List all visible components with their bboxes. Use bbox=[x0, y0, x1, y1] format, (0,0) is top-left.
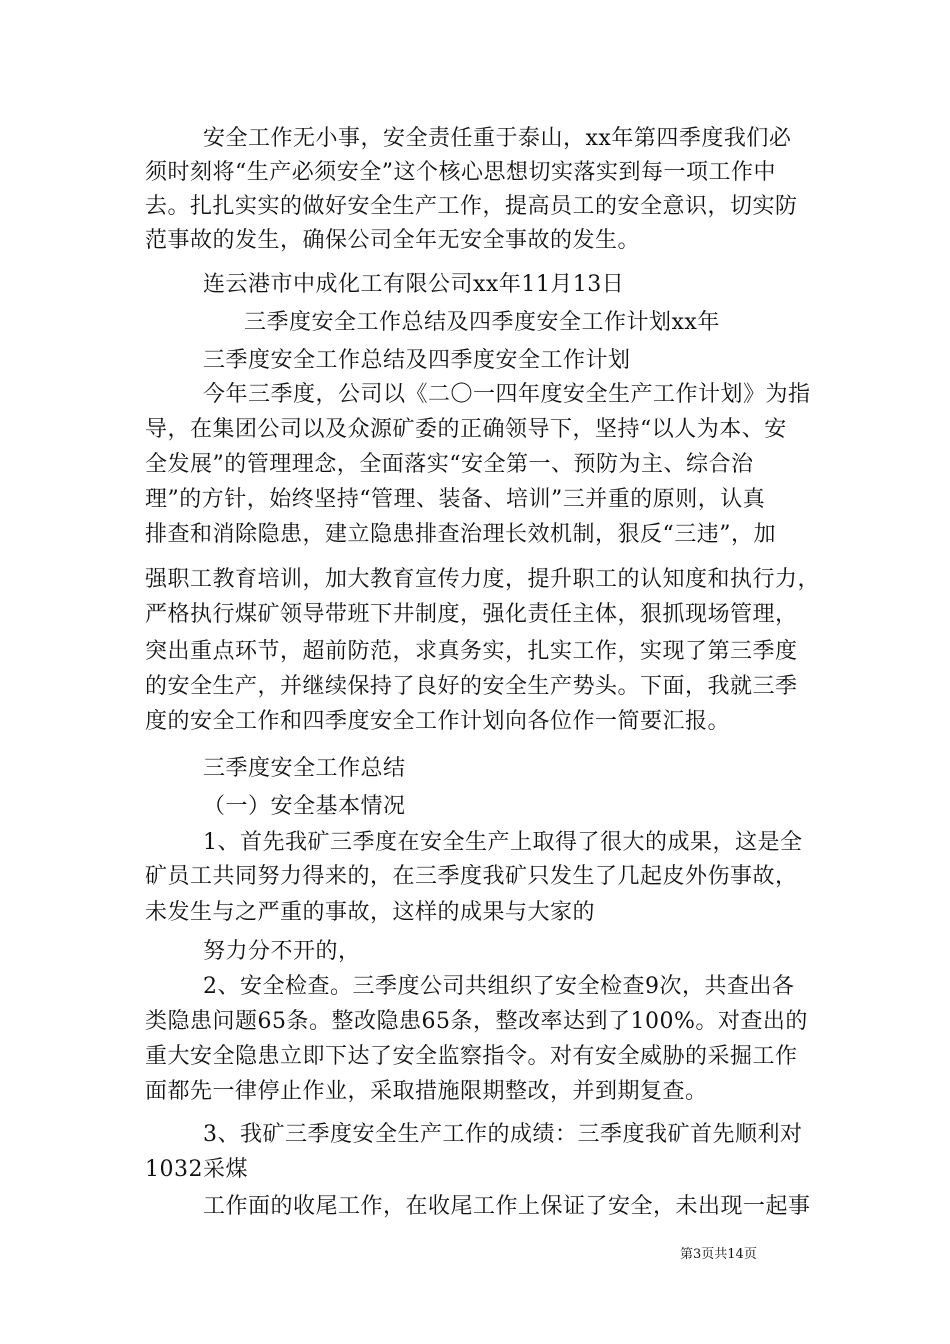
paragraph-line: 理”的方针，始终坚持“管理、装备、培训”三并重的原则，认真 bbox=[145, 487, 766, 512]
paragraph-line: 的安全生产，并继续保持了良好的安全生产势头。下面，我就三季 bbox=[145, 674, 798, 699]
paragraph-line: 度的安全工作和四季度安全工作计划向各位作一简要汇报。 bbox=[145, 709, 731, 734]
document-title: 三季度安全工作总结及四季度安全工作计划xx年 bbox=[244, 310, 720, 335]
paragraph-line: 1032采煤 bbox=[145, 1157, 248, 1182]
paragraph-line: 1、首先我矿三季度在安全生产上取得了很大的成果，这是全 bbox=[203, 830, 803, 855]
page-number: 第3页共14页 bbox=[680, 1247, 757, 1262]
paragraph-line: 突出重点环节，超前防范，求真务实，扎实工作，实现了第三季度 bbox=[145, 639, 798, 664]
paragraph-line: 安全工作无小事，安全责任重于泰山，xx年第四季度我们必 bbox=[203, 126, 792, 151]
paragraph-line: 范事故的发生，确保公司全年无安全事故的发生。 bbox=[145, 228, 641, 253]
paragraph-line: 须时刻将“生产必须安全”这个核心思想切实落实到每一项工作中 bbox=[145, 160, 776, 185]
section-heading: 三季度安全工作总结 bbox=[203, 756, 406, 781]
signature-line: 连云港市中成化工有限公司xx年11月13日 bbox=[203, 272, 625, 297]
paragraph-line: 严格执行煤矿领导带班下井制度，强化责任主体，狠抓现场管理， bbox=[145, 602, 798, 627]
paragraph-line: 排查和消除隐患，建立隐患排查治理长效机制，狠反“三违”，加 bbox=[145, 522, 776, 547]
section-title: 三季度安全工作总结及四季度安全工作计划 bbox=[203, 348, 631, 373]
subsection-heading: （一）安全基本情况 bbox=[203, 794, 406, 819]
paragraph-line: 工作面的收尾工作，在收尾工作上保证了安全，未出现一起事 bbox=[203, 1194, 811, 1219]
paragraph-line: 面都先一律停止作业，采取措施限期整改，并到期复查。 bbox=[145, 1079, 708, 1104]
paragraph-line: 全发展”的管理理念，全面落实“安全第一、预防为主、综合治 bbox=[145, 452, 754, 477]
paragraph-line: 3、我矿三季度安全生产工作的成绩：三季度我矿首先顺利对 bbox=[203, 1122, 803, 1147]
paragraph-line: 今年三季度，公司以《二〇一四年度安全生产工作计划》为指 bbox=[203, 382, 811, 407]
paragraph-line: 去。扎扎实实的做好安全生产工作，提高员工的安全意识，切实防 bbox=[145, 194, 798, 219]
paragraph-line: 类隐患问题65条。整改隐患65条，整改率达到了100%。对查出的 bbox=[145, 1009, 808, 1034]
paragraph-line: 2、安全检查。三季度公司共组织了安全检查9次，共查出各 bbox=[203, 974, 795, 999]
paragraph-line: 强职工教育培训，加大教育宣传力度，提升职工的认知度和执行力， bbox=[145, 567, 821, 592]
paragraph-line: 矿员工共同努力得来的，在三季度我矿只发生了几起皮外伤事故， bbox=[145, 864, 798, 889]
paragraph-line: 努力分不开的， bbox=[203, 939, 361, 964]
paragraph-line: 未发生与之严重的事故，这样的成果与大家的 bbox=[145, 900, 596, 925]
paragraph-line: 导，在集团公司以及众源矿委的正确领导下，坚持“以人为本、安 bbox=[145, 417, 787, 442]
paragraph-line: 重大安全隐患立即下达了安全监察指令。对有安全威胁的采掘工作 bbox=[145, 1044, 798, 1069]
